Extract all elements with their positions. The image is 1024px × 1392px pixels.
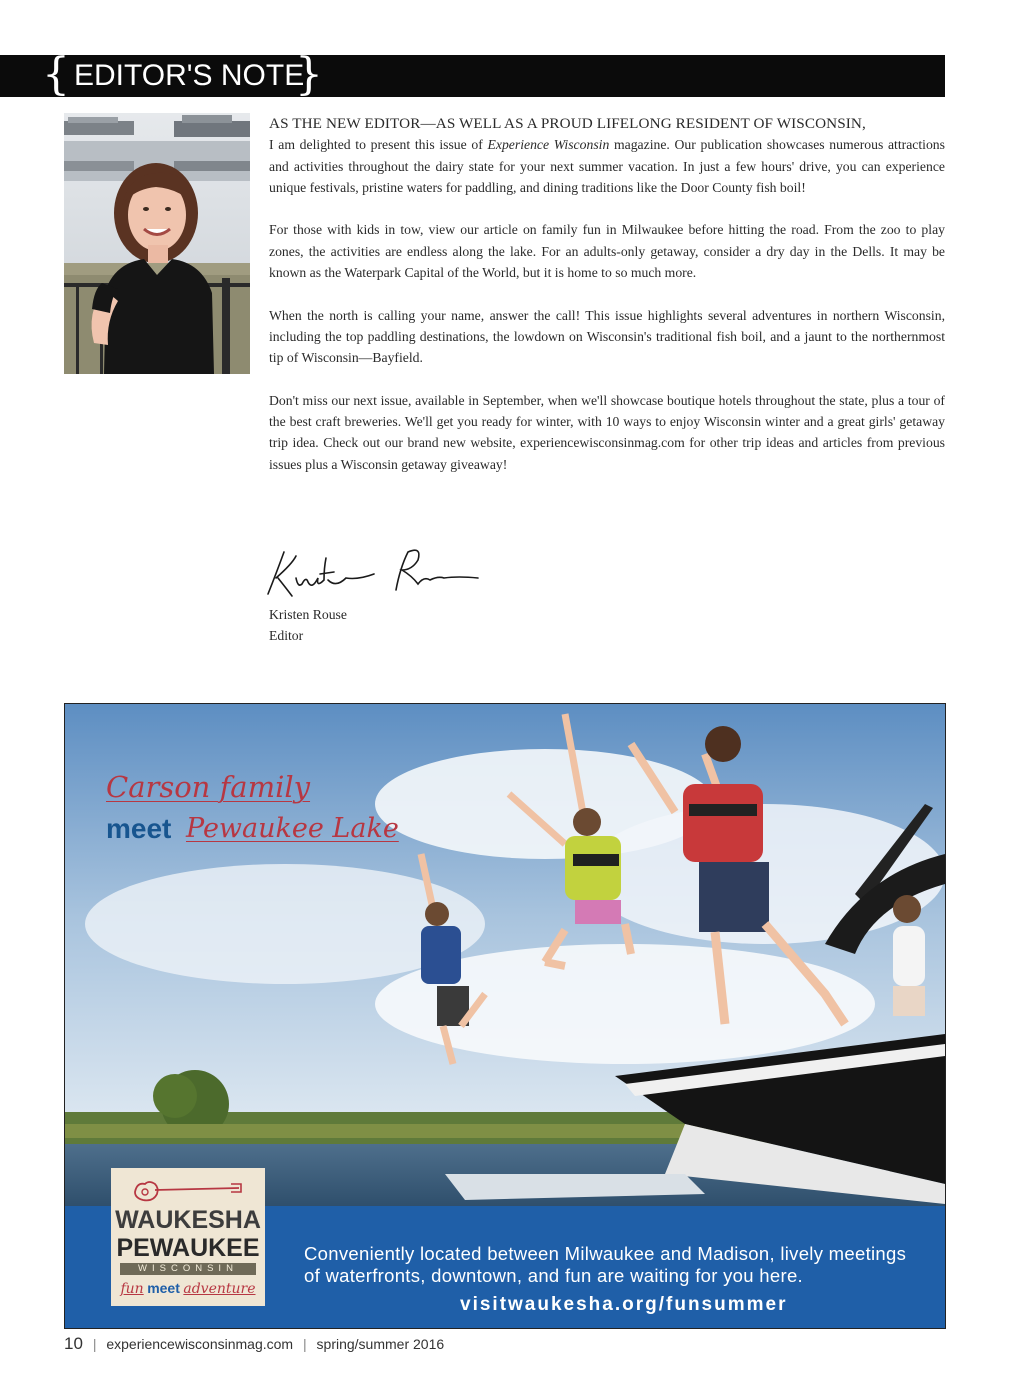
footer-site[interactable]: experiencewisconsinmag.com [106, 1336, 294, 1352]
page-footer [64, 1334, 444, 1354]
letter-paragraph-3: When the north is calling your name, answer the call! This issue highlights several adventures in northern Wisconsin, including the top paddling destinations, the lowdown on Wisconsin's traditional fish boil, and a jaunt to the northernmost tip of Wisconsin—Bayfield. [269, 307, 945, 366]
magazine-title: Experience Wisconsin [487, 137, 610, 153]
letter-paragraph-2: For those with kids in tow, view our article on family fun in Milwaukee before hitting the road. From the zoo to play zones, the activities are endless along the lake. For an adults-only getaway, consider a dry day in the Dells. It may be known as the Waterpark Capital of the World, but it is home to so much more. [269, 222, 945, 281]
logo-tag-adventure: adventure [183, 1281, 256, 1297]
left-brace-ornament: { [42, 49, 70, 100]
editor-letter-body [269, 113, 945, 496]
right-brace-ornament: } [295, 49, 323, 100]
signature-name: Kristen Rouse [269, 607, 347, 622]
logo-state: WISCONSIN [120, 1263, 256, 1275]
logo-waukesha: WAUKESHA [115, 1206, 261, 1234]
ad-copy-line-2: of waterfronts, downtown, and fun are waiting for you here. [304, 1265, 803, 1286]
letter-lead-in: AS THE NEW EDITOR—AS WELL AS A PROUD LIFELONG RESIDENT OF WISCONSIN, [269, 115, 866, 132]
ad-body-copy [304, 1243, 944, 1287]
ad-headline-place: Pewaukee Lake [186, 813, 399, 844]
footer-separator: | [92, 1336, 97, 1352]
page-number: 10 [64, 1334, 83, 1353]
section-header-bar [0, 49, 945, 100]
logo-pewaukee: PEWAUKEE [116, 1234, 260, 1262]
letter-p1-text: I am delighted to present this issue of [269, 137, 488, 153]
letter-paragraph-4: Don't miss our next issue, available in September, when we'll showcase boutique hotels throughout the state, plus a tour of the best craft breweries. We'll get you ready for winter, with 10 ways to enjoy Wisconsin winter and a great girls' getaway trip idea. Check out our brand new website, experiencewisconsinmag.com for other trip ideas and articles from previous issues plus a Wisconsin getaway giveaway! [269, 392, 945, 472]
logo-tag-meet: meet [147, 1280, 180, 1296]
ad-headline-meet: meet [106, 813, 172, 844]
ad-url-link[interactable]: visitwaukesha.org/funsummer [460, 1294, 788, 1315]
logo-tagline [111, 1280, 265, 1298]
footer-issue: spring/summer 2016 [316, 1336, 445, 1352]
ad-copy-line-1: Conveniently located between Milwaukee and Madison, lively meetings [304, 1243, 907, 1264]
waukesha-pewaukee-logo [111, 1168, 265, 1306]
waukesha-advertisement [64, 703, 946, 1329]
editor-portrait-photo [64, 113, 250, 374]
guitar-icon [131, 1176, 245, 1204]
signature-role: Editor [269, 628, 304, 643]
letter-paragraph-1 [269, 113, 945, 198]
handwritten-signature [262, 544, 482, 606]
letter-p1-text-cont: magazine. Our publication showcases numerous attractions and activities throughout the dairy state for your next summer vacation. In just a few hours' drive, you can experience unique festivals, pristine waters for paddling, and dining traditions like the Door County fish boil! [269, 137, 945, 195]
section-title: EDITOR'S NOTE [74, 59, 305, 92]
ad-headline-family: Carson family [106, 770, 311, 804]
logo-tag-fun: fun [120, 1281, 144, 1297]
footer-separator: | [303, 1336, 307, 1352]
